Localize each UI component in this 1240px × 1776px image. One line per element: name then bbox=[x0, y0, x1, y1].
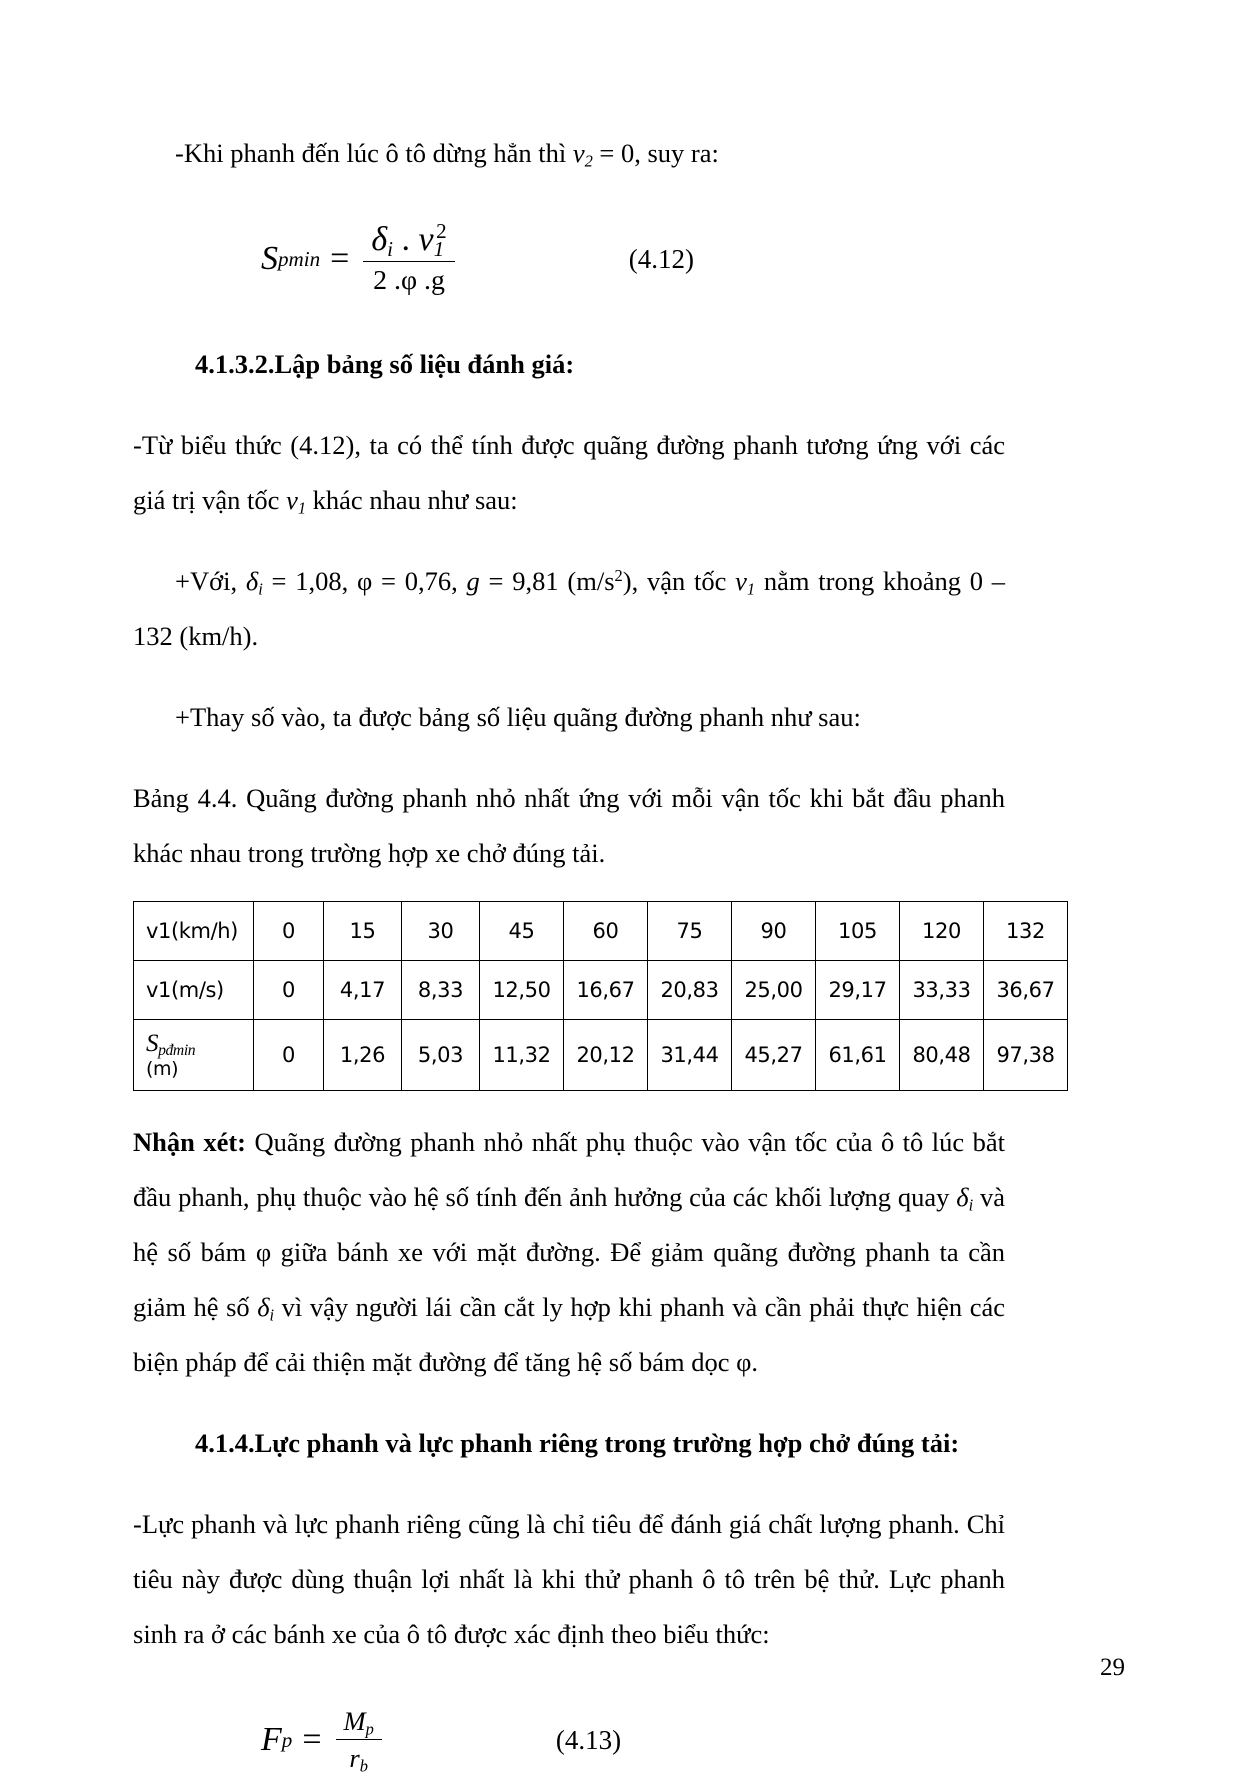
with-values-p4: ), vận tốc bbox=[622, 566, 736, 596]
eq413-num-sub: p bbox=[365, 1719, 374, 1739]
cell-ms-0: 0 bbox=[254, 961, 324, 1020]
eq413-num-main: M bbox=[343, 1706, 366, 1736]
symbol-delta: δ bbox=[245, 566, 259, 596]
symbol-g: g bbox=[466, 566, 480, 596]
heading-4-1-3-2: 4.1.3.2.Lập bảng số liệu đánh giá: bbox=[195, 349, 575, 379]
cell-ms-9: 36,67 bbox=[984, 961, 1068, 1020]
row-label-spdmin-main: S bbox=[146, 1030, 159, 1058]
symbol-sub-1: 1 bbox=[297, 498, 307, 518]
cell-ms-6: 25,00 bbox=[732, 961, 816, 1020]
cell-sp-0: 0 bbox=[254, 1020, 324, 1091]
cell-sp-6: 45,27 bbox=[732, 1020, 816, 1091]
symbol-sub-1b: 1 bbox=[746, 579, 756, 599]
cell-ms-1: 4,17 bbox=[324, 961, 402, 1020]
table-row-kmh bbox=[134, 902, 1068, 961]
eq412-denominator: 2 .φ .g bbox=[373, 265, 445, 296]
eq413-lhs: F bbox=[261, 1721, 282, 1758]
symbol-delta-sub-i-2: i bbox=[968, 1195, 974, 1215]
equation-4-12 bbox=[133, 221, 1005, 297]
eq412-numerator bbox=[363, 221, 454, 262]
cell-kmh-8: 120 bbox=[900, 902, 984, 961]
cell-ms-3: 12,50 bbox=[480, 961, 564, 1020]
cell-kmh-7: 105 bbox=[816, 902, 900, 961]
symbol-delta-3: δ bbox=[257, 1292, 270, 1322]
intro-v2-post: = 0, suy ra: bbox=[592, 138, 719, 168]
eq413-denominator bbox=[341, 1740, 376, 1774]
equation-4-12-body: S pmin = $\frac{\delta_i . v_1^2}{2 .\varphi .g}$ bbox=[261, 221, 459, 297]
paragraph-substitute: +Thay số vào, ta được bảng số liệu quãng đường phanh như sau: bbox=[175, 702, 861, 732]
page-number: 29 bbox=[1100, 1654, 1125, 1681]
with-values-p5: nằm trong khoảng 0 – 132 (km/h). bbox=[133, 566, 1006, 651]
cell-ms-8: 33,33 bbox=[900, 961, 984, 1020]
table-caption: Bảng 4.4. Quãng đường phanh nhỏ nhất ứng với mỗi vận tốc khi bắt đầu phanh khác nhau trong trường hợp xe chở đúng tải. bbox=[133, 783, 1005, 868]
row-label-spdmin-math bbox=[146, 1031, 252, 1059]
eq413-numerator bbox=[336, 1706, 382, 1740]
paragraph-with-values bbox=[133, 554, 1005, 664]
cell-ms-5: 20,83 bbox=[648, 961, 732, 1020]
symbol-delta-2: δ bbox=[956, 1182, 969, 1212]
symbol-sub-2: 2 bbox=[584, 151, 593, 171]
table-body bbox=[134, 902, 1068, 1091]
cell-ms-4: 16,67 bbox=[564, 961, 648, 1020]
with-values-p3: = 9,81 (m/s bbox=[479, 566, 615, 596]
intro-v2-pre: -Khi phanh đến lúc ô tô dừng hẳn thì bbox=[175, 138, 573, 168]
equation-4-13-number: (4.13) bbox=[555, 1724, 622, 1755]
eq412-fraction bbox=[363, 221, 454, 297]
nhan-xet-p3: vì vậy người lái cần cắt ly hợp khi phanh và cần phải thực hiện các biện pháp để cải thiện mặt đường để tăng hệ số bám dọc φ. bbox=[133, 1292, 1005, 1377]
cell-ms-2: 8,33 bbox=[402, 961, 480, 1020]
cell-kmh-5: 75 bbox=[648, 902, 732, 961]
eq412-equals: = bbox=[330, 240, 350, 277]
cell-sp-3: 11,32 bbox=[480, 1020, 564, 1091]
symbol-sup-2: 2 bbox=[614, 565, 623, 585]
eq413-fraction bbox=[336, 1706, 382, 1774]
cell-kmh-1: 15 bbox=[324, 902, 402, 961]
paragraph-intro-v2 bbox=[133, 126, 1005, 181]
cell-sp-1: 1,26 bbox=[324, 1020, 402, 1091]
row-label-kmh: v1(km/h) bbox=[134, 902, 254, 961]
cell-kmh-2: 30 bbox=[402, 902, 480, 961]
cell-sp-5: 31,44 bbox=[648, 1020, 732, 1091]
cell-kmh-6: 90 bbox=[732, 902, 816, 961]
eq413-den-main: r bbox=[349, 1743, 360, 1773]
with-values-p2: = 1,08, φ = 0,76, bbox=[262, 566, 467, 596]
cell-sp-7: 61,61 bbox=[816, 1020, 900, 1091]
symbol-delta-sub-i: i bbox=[258, 579, 263, 599]
equation-4-13-body: F p = $\frac{M_p}{r_b}$ bbox=[261, 1706, 386, 1774]
heading-4-1-4: 4.1.4.Lực phanh và lực phanh riêng trong trường hợp chở đúng tải: bbox=[195, 1428, 960, 1458]
paragraph-from-expression bbox=[133, 418, 1005, 528]
cell-sp-2: 5,03 bbox=[402, 1020, 480, 1091]
row-label-spdmin-sub: pđmin bbox=[158, 1042, 196, 1060]
eq412-lhs: S bbox=[261, 240, 278, 277]
page-content bbox=[133, 0, 1055, 1776]
equation-4-13 bbox=[133, 1706, 1005, 1774]
symbol-delta-sub-i-3: i bbox=[269, 1305, 275, 1325]
nhan-xet-label: Nhận xét: bbox=[133, 1127, 247, 1157]
eq412-delta: δ bbox=[371, 221, 388, 258]
eq412-delta-sub: i bbox=[387, 236, 394, 261]
braking-distance-table bbox=[133, 901, 1068, 1091]
symbol-v: v bbox=[572, 138, 585, 168]
equation-4-12-number: (4.12) bbox=[628, 243, 694, 274]
from-expression-post: khác nhau như sau: bbox=[306, 485, 518, 515]
cell-kmh-3: 45 bbox=[480, 902, 564, 961]
paragraph-nhan-xet bbox=[133, 1115, 1005, 1390]
eq412-v-sup: 2 bbox=[436, 219, 447, 244]
cell-sp-9: 97,38 bbox=[984, 1020, 1068, 1091]
cell-kmh-0: 0 bbox=[254, 902, 324, 961]
with-values-p1: +Với, bbox=[175, 566, 246, 596]
eq412-dot: . bbox=[393, 221, 419, 258]
table-row-spdmin bbox=[134, 1020, 1068, 1091]
row-label-ms: v1(m/s) bbox=[134, 961, 254, 1020]
symbol-v-1: v bbox=[286, 485, 298, 515]
nhan-xet-p2: và hệ số bám φ giữa bánh xe với mặt đường. Để giảm quãng đường phanh ta cần giảm hệ số bbox=[133, 1182, 1005, 1322]
symbol-v-2: v bbox=[735, 566, 747, 596]
eq412-v-sub: 1 bbox=[433, 236, 445, 261]
table-row-ms bbox=[134, 961, 1068, 1020]
cell-kmh-9: 132 bbox=[984, 902, 1068, 961]
eq412-v: v bbox=[418, 221, 434, 258]
row-label-spdmin bbox=[134, 1020, 254, 1091]
cell-sp-8: 80,48 bbox=[900, 1020, 984, 1091]
row-label-spdmin-unit: (m) bbox=[146, 1057, 179, 1080]
cell-ms-7: 29,17 bbox=[816, 961, 900, 1020]
paragraph-brake-force: -Lực phanh và lực phanh riêng cũng là chỉ tiêu để đánh giá chất lượng phanh. Chỉ tiêu này được dùng thuận lợi nhất là khi thử phanh ô tô trên bệ thử. Lực phanh sinh ra ở các bánh xe của ô tô được xác định theo biểu thức: bbox=[133, 1509, 1005, 1649]
eq413-equals: = bbox=[302, 1721, 322, 1758]
cell-sp-4: 20,12 bbox=[564, 1020, 648, 1091]
from-expression-pre: -Từ biểu thức (4.12), ta có thể tính được quãng đường phanh tương ứng với các giá trị vận tốc bbox=[133, 430, 1005, 515]
eq413-den-sub: b bbox=[359, 1756, 368, 1776]
cell-kmh-4: 60 bbox=[564, 902, 648, 961]
nhan-xet-p1: Quãng đường phanh nhỏ nhất phụ thuộc vào vận tốc của ô tô lúc bắt đầu phanh, phụ thuộc vào hệ số tính đến ảnh hưởng của các khối lượng quay bbox=[133, 1127, 1005, 1212]
